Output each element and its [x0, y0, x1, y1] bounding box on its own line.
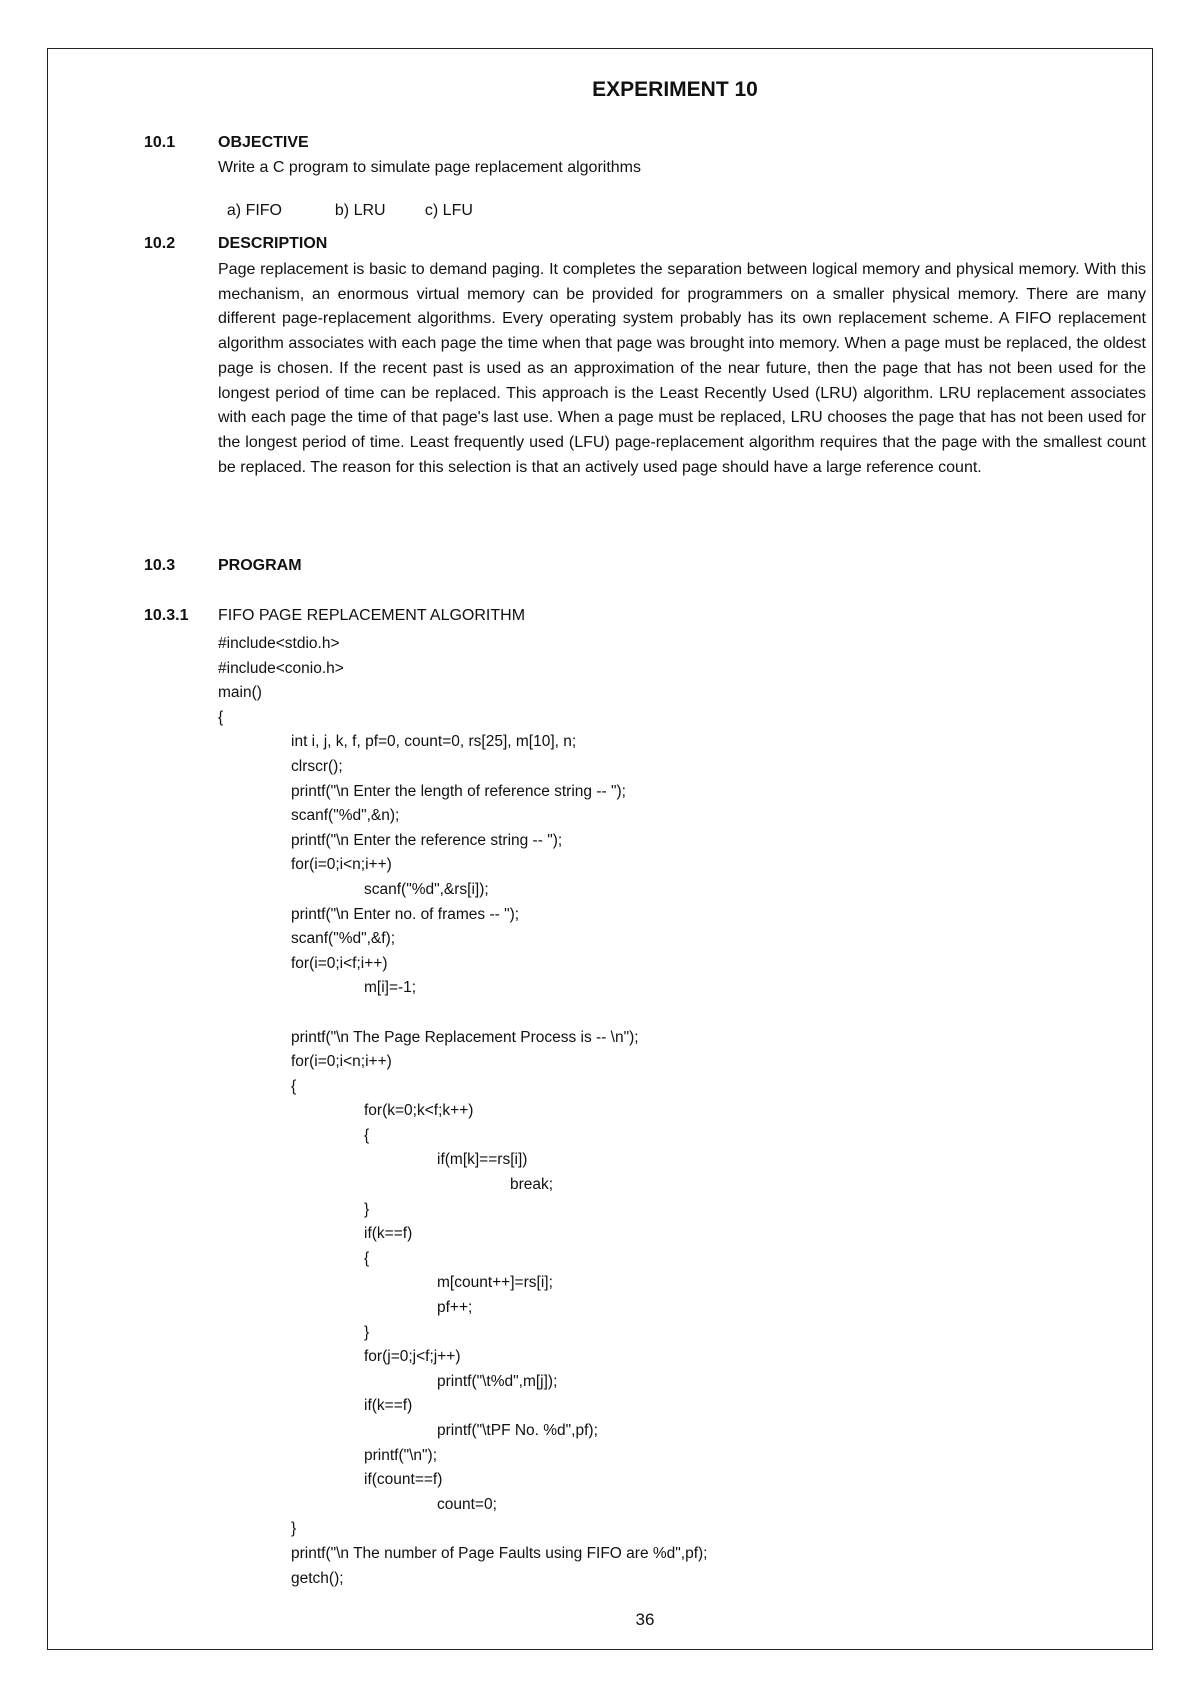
code-line: for(k=0;k<f;k++)	[364, 1102, 474, 1120]
section-number-description: 10.2	[144, 235, 176, 252]
section-heading-objective: OBJECTIVE	[218, 134, 309, 151]
code-line: #include<conio.h>	[218, 659, 344, 677]
code-line: {	[218, 708, 224, 726]
code-line: break;	[510, 1176, 554, 1194]
section-heading-description: DESCRIPTION	[218, 235, 328, 252]
objective-text: Write a C program to simulate page replacement algorithms	[218, 159, 641, 176]
code-line: printf("\n Enter the reference string -- ");	[291, 831, 563, 849]
section-number-program: 10.3	[144, 557, 176, 574]
code-line: printf("\tPF No. %d",pf);	[437, 1422, 598, 1439]
code-line: for(i=0;i<n;i++)	[291, 856, 392, 874]
code-line: for(j=0;j<f;j++)	[364, 1348, 461, 1366]
code-line: }	[291, 1520, 297, 1538]
page-title: EXPERIMENT 10	[592, 78, 758, 101]
code-line: printf("\n");	[364, 1446, 438, 1464]
code-line: for(i=0;i<n;i++)	[291, 1053, 392, 1071]
code-line: scanf("%d",&n);	[291, 807, 400, 825]
code-line: m[count++]=rs[i];	[437, 1274, 553, 1292]
option-lru: b) LRU	[334, 202, 386, 219]
code-line: {	[291, 1077, 297, 1095]
code-line: if(k==f)	[364, 1397, 413, 1415]
code-line: scanf("%d",&f);	[291, 930, 396, 948]
code-line: if(count==f)	[364, 1471, 443, 1489]
code-line: count=0;	[437, 1495, 497, 1513]
page-number: 36	[635, 1610, 655, 1629]
code-line: getch();	[291, 1569, 344, 1587]
section-heading-program: PROGRAM	[218, 557, 302, 574]
code-line: if(m[k]==rs[i])	[437, 1151, 528, 1169]
option-lfu: c) LFU	[424, 202, 473, 219]
code-line: #include<stdio.h>	[218, 635, 340, 652]
subsection-number-fifo: 10.3.1	[144, 607, 189, 624]
code-line: }	[364, 1323, 370, 1341]
code-line: {	[364, 1249, 370, 1267]
code-line: printf("\n The number of Page Faults using FIFO are %d",pf);	[291, 1544, 708, 1562]
code-line: printf("\t%d",m[j]);	[437, 1372, 558, 1390]
code-line: if(k==f)	[364, 1225, 413, 1243]
option-fifo: a) FIFO	[226, 202, 282, 219]
objective-options	[218, 184, 473, 220]
code-line: m[i]=-1;	[364, 979, 417, 997]
description-paragraph: Page replacement is basic to demand paging. It completes the separation between logical memory and physical memory. With this mechanism, an enormous virtual memory can be provided for programmers on a smaller physical memory. There are many different page-replacement algorithms. Every operating system probably has its own replacement scheme. A FIFO replacement algorithm associates with each page the time when that page was brought into memory. When a page must be replaced, the oldest page is chosen. If the recent past is used as an approximation of the near future, then the page that has not been used for the longest period of time can be replaced. This approach is the Least Recently Used (LRU) algorithm. LRU replacement associates with each page the time of that page's last use. When a page must be replaced, LRU chooses the page that has not been used for the longest period of time. Least frequently used (LFU) page-replacement algorithm requires that the page with the smallest count be replaced. The reason for this selection is that an actively used page should have a large reference count.	[218, 261, 1146, 476]
code-line: printf("\n Enter no. of frames -- ");	[291, 905, 520, 923]
section-number-objective: 10.1	[144, 134, 176, 151]
code-line: for(i=0;i<f;i++)	[291, 954, 388, 972]
code-line: {	[364, 1126, 370, 1144]
code-line	[218, 1001, 708, 1026]
subsection-heading-fifo: FIFO PAGE REPLACEMENT ALGORITHM	[218, 607, 526, 624]
code-listing	[218, 632, 708, 1591]
code-line: }	[364, 1200, 370, 1218]
code-line: scanf("%d",&rs[i]);	[364, 880, 489, 898]
code-line: printf("\n The Page Replacement Process is -- \n");	[291, 1028, 639, 1046]
code-line: int i, j, k, f, pf=0, count=0, rs[25], m[10], n;	[291, 733, 577, 751]
code-line: main()	[218, 684, 262, 702]
code-line: pf++;	[437, 1299, 473, 1317]
code-line: clrscr();	[291, 757, 343, 775]
code-line: printf("\n Enter the length of reference string -- ");	[291, 782, 626, 800]
